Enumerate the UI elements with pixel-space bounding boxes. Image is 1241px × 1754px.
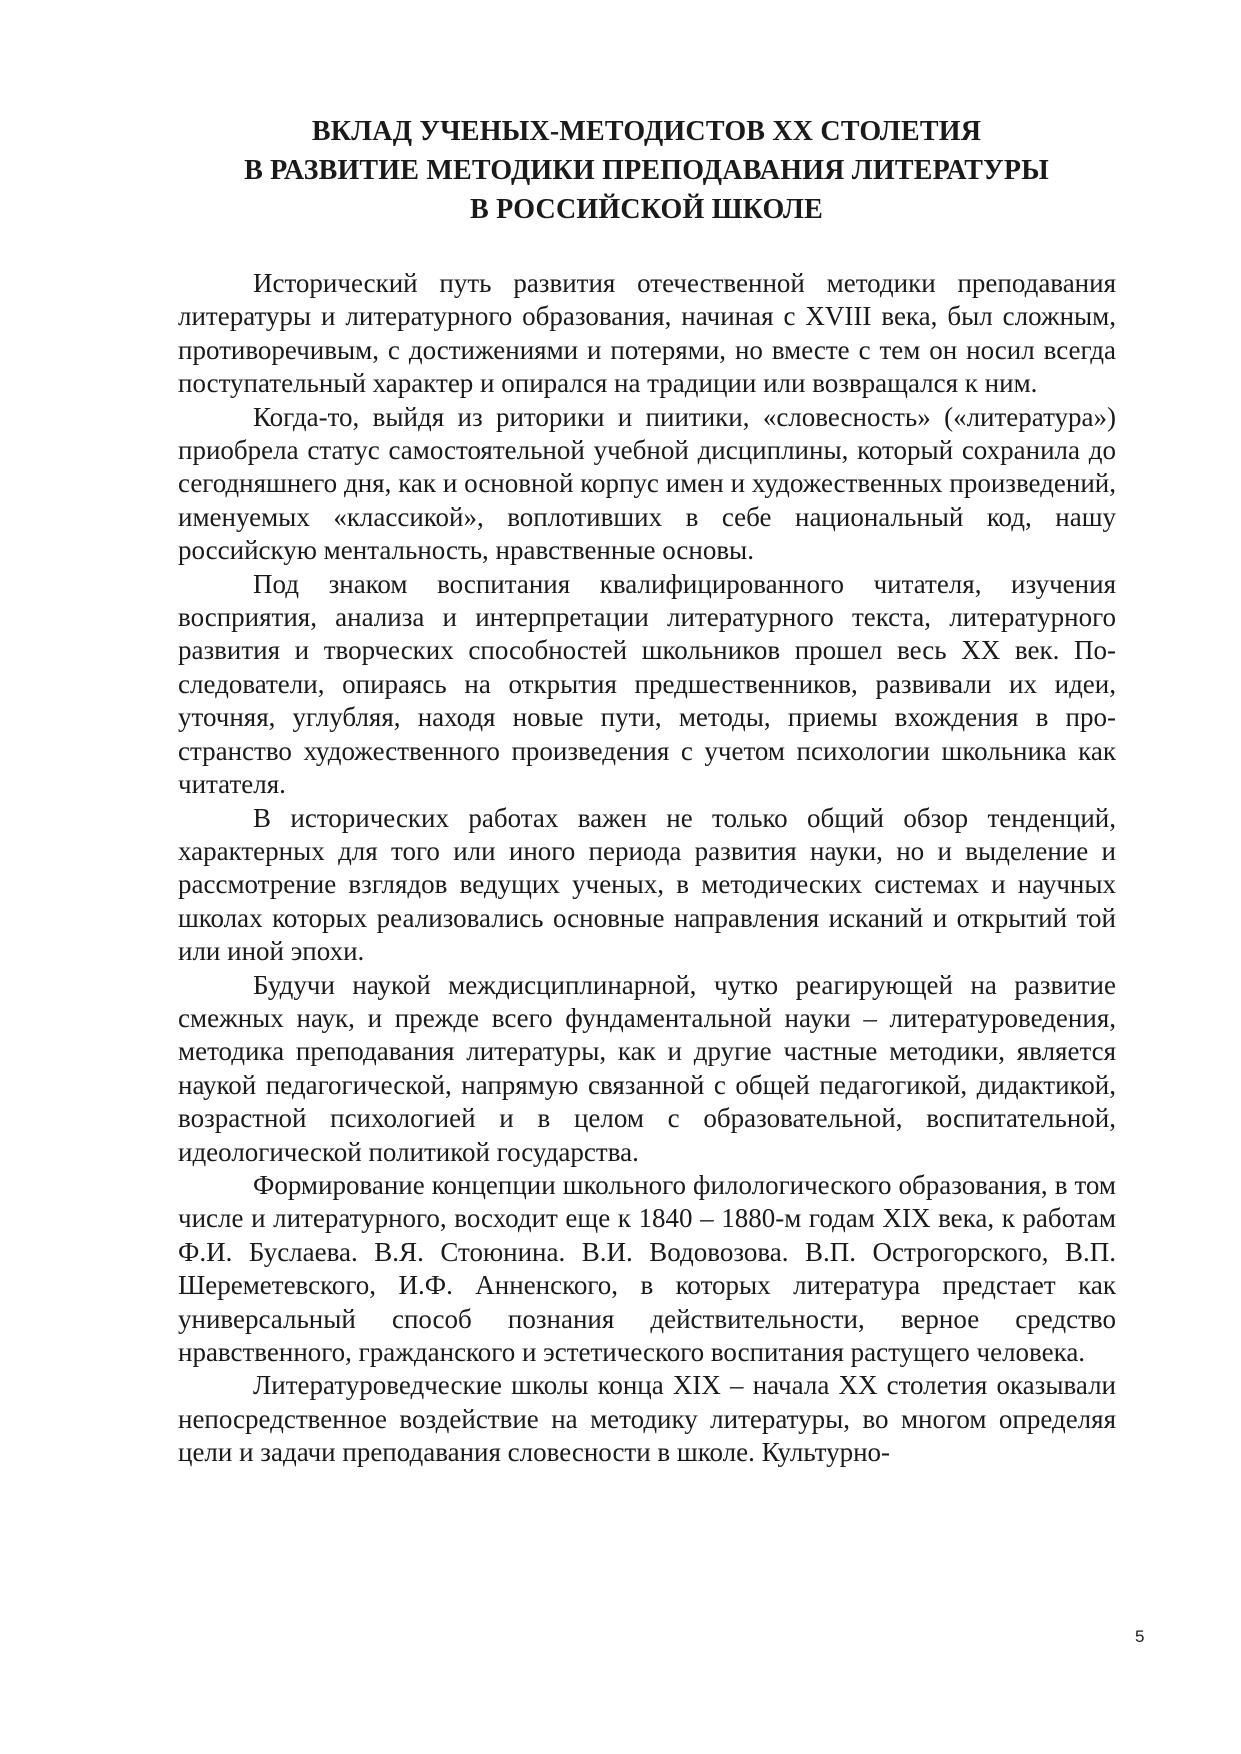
paragraph-7: Литературоведческие школы конца XIX – начала ХХ столетия оказывали непосредственное воздействие на методику литературы, во многом определяя цели и задачи преподавания словесности в школе. Культурно- (178, 1370, 1116, 1468)
paragraph-5: Будучи наукой междисциплинарной, чутко реагирующей на развитие смежных наук, и прежде всего фундаментальной науки – литературоведения, методика преподавания литературы, как и другие частные методики, является наукой педагогической, напрямую связанной с общей педагогикой, дидактикой, возрастной психологией и в целом с образовательной, воспитательной, идеологической политикой государства. (178, 969, 1116, 1167)
page-number: 5 (1135, 1627, 1145, 1646)
paragraph-3: Под знаком воспитания квалифицированного читателя, изучения восприятия, анализа и интерпретации литературного текста, литературного развития и творческих способностей школьников прошел весь ХХ век. Последователи, опираясь на открытия предшественников, развивали их идеи, уточняя, углубляя, находя новые пути, методы, приемы вхождения в пространство художественного произведения с учетом психологии школьника как читателя. (178, 568, 1116, 800)
body-text (178, 267, 1116, 1470)
paragraph-1: Исторический путь развития отечественной методики преподавания литературы и литературного образования, начиная с XVIII века, был сложным, противоречивым, с достижениями и потерями, но вместе с тем он носил всегда поступательный характер и опирался на традиции или возвращался к ним. (178, 268, 1116, 399)
title-line-2: В РАЗВИТИЕ МЕТОДИКИ ПРЕПОДАВАНИЯ ЛИТЕРАТУРЫ (244, 155, 1049, 186)
title-line-3: В РОССИЙСКОЙ ШКОЛЕ (470, 194, 823, 225)
chapter-title (176, 112, 1117, 229)
title-line-1: ВКЛАД УЧЕНЫХ-МЕТОДИСТОВ ХХ СТОЛЕТИЯ (311, 116, 982, 147)
paragraph-6: Формирование концепции школьного филологического образования, в том числе и литературного, восходит еще к 1840 – 1880-м годам XIX века, к работам Ф.И. Буслаева. В.Я. Стоюнина. В.И. Водовозова. В.П. Острогорского, В.П. Шереметевского, И.Ф. Анненского, в которых литература предстает как универсальный способ познания действительности, верное средство нравственного, гражданского и эстетического воспитания растущего человека. (178, 1169, 1116, 1367)
paragraph-4: В исторических работах важен не только общий обзор тенденций, характерных для того или иного периода развития науки, но и выделение и рассмотрение взглядов ведущих ученых, в методических системах и научных школах которых реализовались основные направления исканий и открытий той или иной эпохи. (178, 802, 1116, 967)
paragraph-2: Когда-то, выйдя из риторики и пиитики, «словесность» («литература») приобрела статус самостоятельной учебной дисциплины, который сохранила до сегодняшнего дня, как и основной корпус имен и художественных произведений, именуемых «классикой», воплотивших в себе национальный код, нашу российскую ментальность, нравственные основы. (178, 401, 1116, 566)
